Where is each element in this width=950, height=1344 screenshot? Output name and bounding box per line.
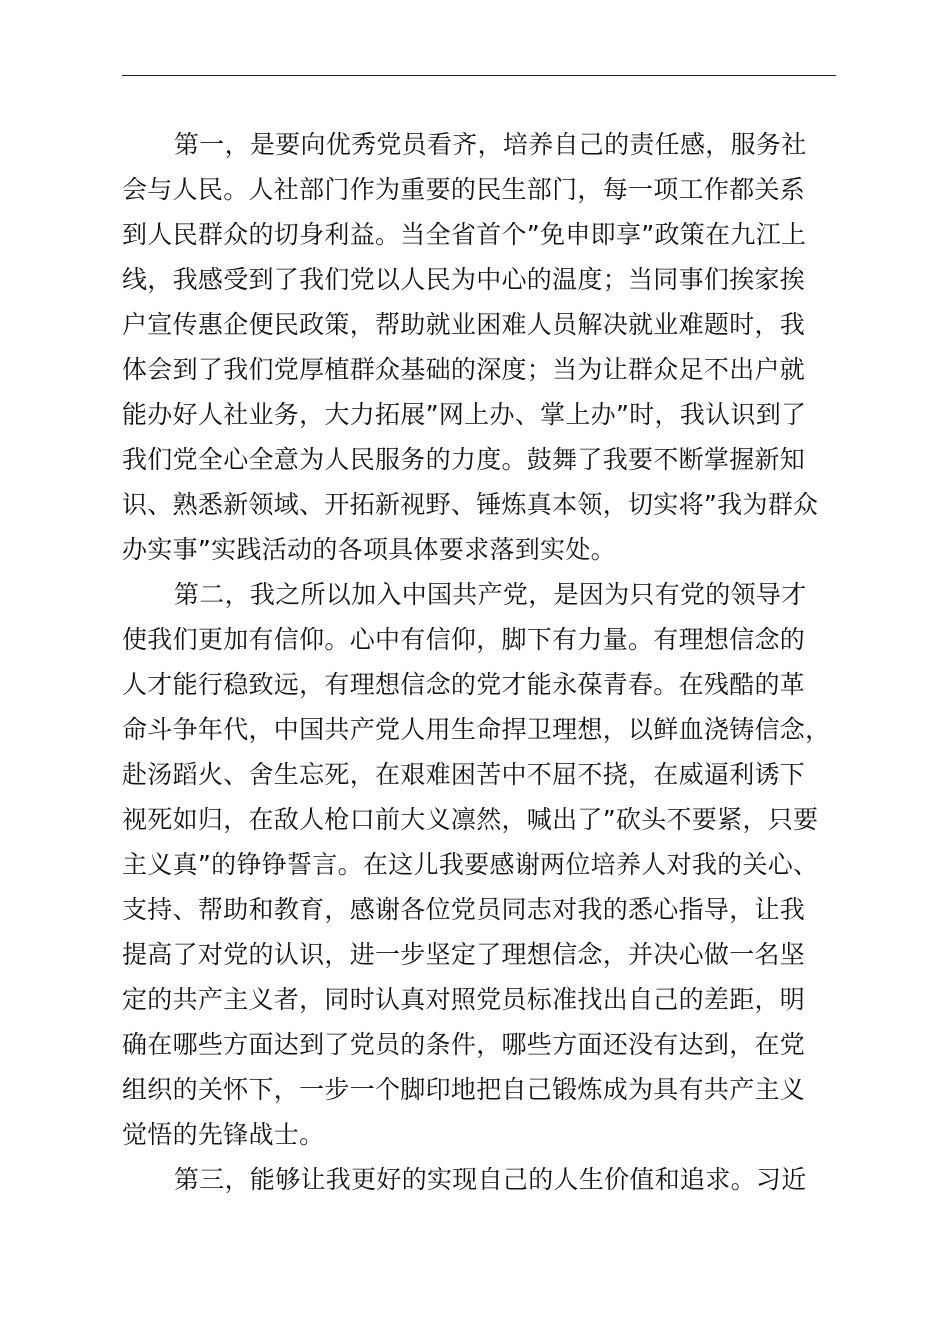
paragraph-1-line: 户宣传惠企便民政策，帮助就业困难人员解决就业难题时，我 <box>122 310 806 339</box>
paragraph-2-line: 人才能行稳致远，有理想信念的党才能永葆青春。在残酷的革 <box>122 670 806 699</box>
paragraph-2-line: 支持、帮助和教育，感谢各位党员同志对我的悉心指导，让我 <box>122 895 806 924</box>
header-rule <box>122 75 836 76</box>
paragraph-1-line: 到人民群众的切身利益。当全省首个”免申即享”政策在九江上 <box>122 220 807 249</box>
paragraph-2-line: 赴汤蹈火、舍生忘死，在艰难困苦中不屈不挠，在威逼利诱下 <box>122 760 806 789</box>
paragraph-1-line: 第一，是要向优秀党员看齐，培养自己的责任感，服务社 <box>174 130 807 159</box>
paragraph-2-line: 组织的关怀下，一步一个脚印地把自己锻炼成为具有共产主义 <box>122 1075 806 1104</box>
paragraph-2-line: 主义真”的铮铮誓言。在这儿我要感谢两位培养人对我的关心、 <box>122 850 819 879</box>
paragraph-1-line: 识、熟悉新领域、开拓新视野、锤炼真本领，切实将”我为群众 <box>122 490 819 519</box>
paragraph-1-line: 会与人民。人社部门作为重要的民生部门，每一项工作都关系 <box>122 175 806 204</box>
paragraph-2-line: 提高了对党的认识，进一步坚定了理想信念，并决心做一名坚 <box>122 940 806 969</box>
paragraph-1-line: 线，我感受到了我们党以人民为中心的温度；当同事们挨家挨 <box>122 265 806 294</box>
paragraph-2-line: 命斗争年代，中国共产党人用生命捍卫理想，以鲜血浇铸信念， <box>122 715 831 744</box>
paragraph-1-line: 体会到了我们党厚植群众基础的深度；当为让群众足不出户就 <box>122 355 806 384</box>
paragraph-1-line: 我们党全心全意为人民服务的力度。鼓舞了我要不断掌握新知 <box>122 445 806 474</box>
paragraph-1-line: 能办好人社业务，大力拓展”网上办、掌上办”时，我认识到了 <box>122 400 807 429</box>
paragraph-1-line: 办实事”实践活动的各项具体要求落到实处。 <box>122 535 616 564</box>
document-body <box>122 122 862 1202</box>
paragraph-2-line: 第二，我之所以加入中国共产党，是因为只有党的领导才 <box>174 580 807 609</box>
paragraph-2-line: 确在哪些方面达到了党员的条件，哪些方面还没有达到，在党 <box>122 1030 806 1059</box>
paragraph-2-line: 觉悟的先锋战士。 <box>122 1120 325 1149</box>
paragraph-2-line: 使我们更加有信仰。心中有信仰，脚下有力量。有理想信念的 <box>122 625 806 654</box>
paragraph-2-line: 视死如归，在敌人枪口前大义凛然，喊出了”砍头不要紧，只要 <box>122 805 819 834</box>
paragraph-3-line: 第三，能够让我更好的实现自己的人生价值和追求。习近 <box>174 1165 807 1194</box>
paragraph-2-line: 定的共产主义者，同时认真对照党员标准找出自己的差距，明 <box>122 985 806 1014</box>
